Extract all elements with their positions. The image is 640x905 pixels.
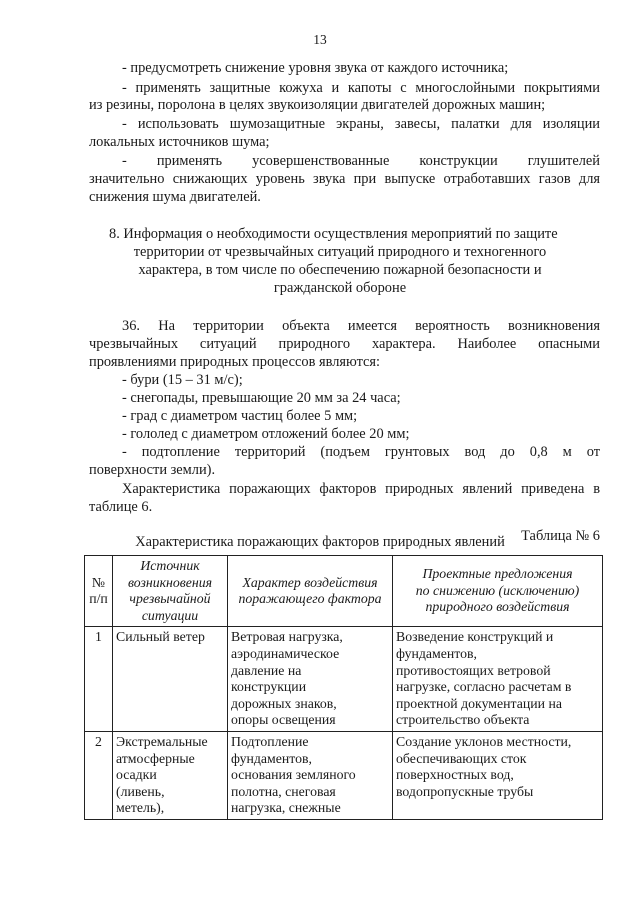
- noise-item-1: - предусмотреть снижение уровня звука от каждого источника;: [122, 60, 509, 76]
- noise-item-4-line-1: - применять усовершенствованные конструкции глушителей: [122, 153, 600, 169]
- noise-item-3-line-1: - использовать шумозащитные экраны, завесы, палатки для изоляции: [122, 116, 600, 132]
- section-heading-line-1: 8. Информация о необходимости осуществления мероприятий по защите: [109, 226, 558, 242]
- hazard-item-5-line-1: - подтопление территорий (подъем грунтовых вод до 0,8 м от: [122, 444, 600, 460]
- table-intro-line-1: Характеристика поражающих факторов природных явлений приведена в: [122, 481, 600, 497]
- header-source: Источник возникновения чрезвычайной ситуации: [113, 556, 228, 627]
- hazard-item-5-line-2: поверхности земли).: [89, 462, 216, 478]
- header-impact: Характер воздействия поражающего фактора: [228, 556, 393, 627]
- hazard-item-1: - бури (15 – 31 м/с);: [122, 372, 243, 388]
- paragraph-36-line-2: чрезвычайных ситуаций природного характера. Наиболее опасными: [89, 336, 600, 352]
- paragraph-36-line-1: 36. На территории объекта имеется вероятность возникновения: [122, 318, 600, 334]
- table-intro-line-2: таблице 6.: [89, 499, 153, 515]
- noise-item-2-line-2: из резины, поролона в целях звукоизоляции двигателей дорожных машин;: [89, 97, 546, 113]
- hazard-item-2: - снегопады, превышающие 20 мм за 24 часа;: [122, 390, 401, 406]
- page-number: 13: [313, 32, 327, 47]
- section-heading-line-2: территории от чрезвычайных ситуаций природного и техногенного: [133, 244, 547, 260]
- hazard-item-4: - гололед с диаметром отложений более 20 мм;: [122, 426, 410, 442]
- hazard-item-3: - град с диаметром частиц более 5 мм;: [122, 408, 358, 424]
- noise-item-4-line-2: значительно снижающих уровень звука при выпуске отработавших газов для: [89, 171, 600, 187]
- table-row: [85, 731, 603, 819]
- section-heading-line-4: гражданской обороне: [273, 280, 407, 296]
- noise-item-4-line-3: снижения шума двигателей.: [89, 189, 261, 205]
- section-heading-line-3: характера, в том числе по обеспечению пожарной безопасности и: [138, 262, 542, 278]
- table-title: Характеристика поражающих факторов природных явлений: [135, 534, 505, 550]
- row-1-source: Сильный ветер: [113, 627, 228, 732]
- header-proposal: Проектные предложения по снижению (исключению) природного воздействия: [393, 556, 603, 627]
- noise-item-3-line-2: локальных источников шума;: [89, 134, 270, 150]
- noise-item-2-line-1: - применять защитные кожуха и капоты с многослойными покрытиями: [122, 80, 600, 96]
- row-1-number: 1: [85, 627, 113, 732]
- paragraph-36-line-3: проявлениями природных процессов являются:: [89, 354, 381, 370]
- row-2-number: 2: [85, 731, 113, 819]
- table-header-row: [85, 556, 603, 627]
- hazard-factors-table: [84, 555, 603, 820]
- row-2-impact: Подтопление фундаментов, основания земляного полотна, снеговая нагрузка, снежные: [228, 731, 393, 819]
- table-row: [85, 627, 603, 732]
- row-2-source: Экстремальные атмосферные осадки (ливень, метель),: [113, 731, 228, 819]
- header-number: № п/п: [85, 556, 113, 627]
- row-1-proposal: Возведение конструкций и фундаментов, противостоящих ветровой нагрузке, согласно расчетам в проектной документации на строительство объекта: [393, 627, 603, 732]
- row-1-impact: Ветровая нагрузка, аэродинамическое давление на конструкции дорожных знаков, опоры освещения: [228, 627, 393, 732]
- row-2-proposal: Создание уклонов местности, обеспечивающих сток поверхностных вод, водопропускные трубы: [393, 731, 603, 819]
- table-number: Таблица № 6: [521, 528, 600, 544]
